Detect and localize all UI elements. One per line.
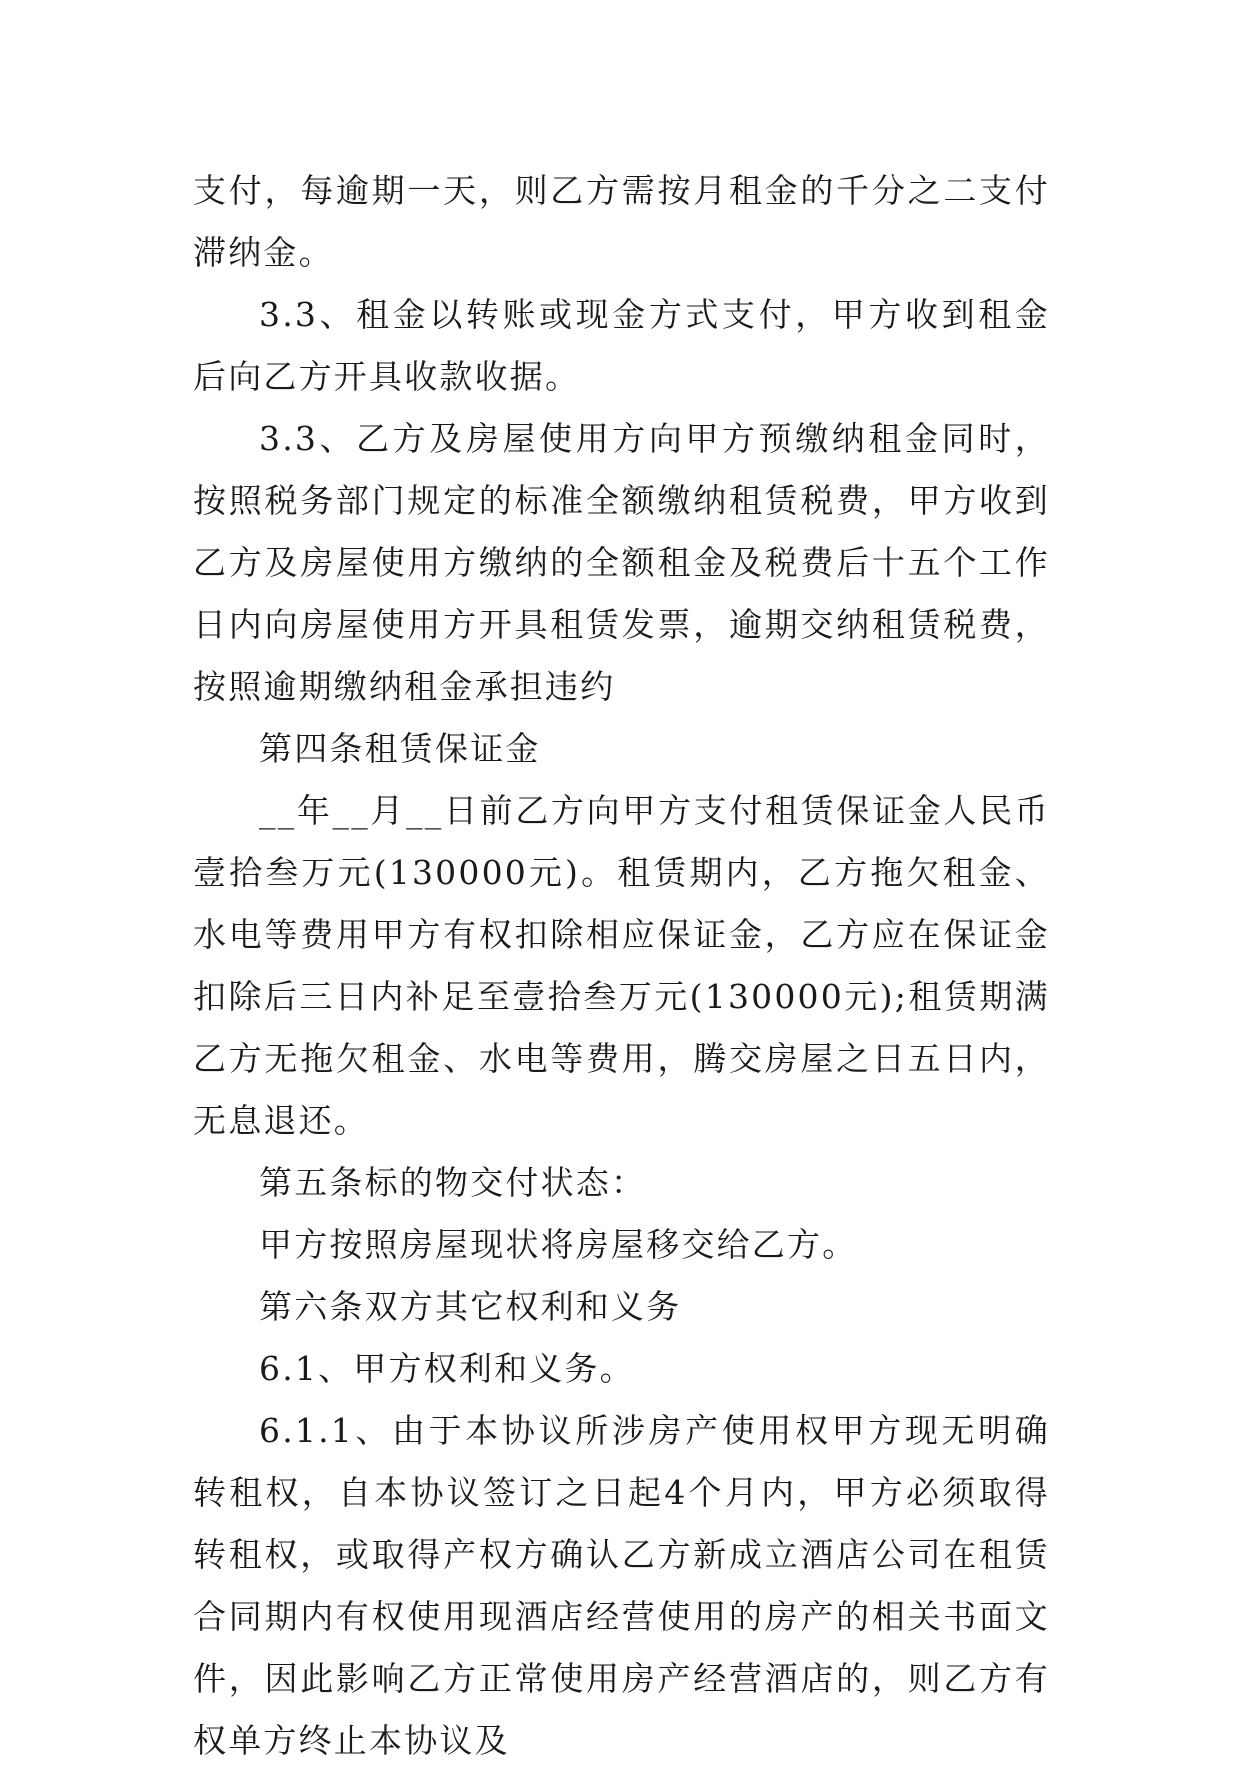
paragraph-3-3-payment-method: 3.3、租金以转账或现金方式支付，甲方收到租金后向乙方开具收款收据。 — [193, 295, 1050, 396]
paragraph-6-1: 6.1、甲方权利和义务。 — [259, 1349, 635, 1388]
paragraph-3-3-tax: 3.3、乙方及房屋使用方向甲方预缴纳租金同时，按照税务部门规定的标准全额缴纳租赁税费，甲方收到乙方及房屋使用方缴纳的全额租金及税费后十五个工作日内向房屋使用方开具租赁发票，逾期交纳租赁税费，按照逾期缴纳租金承担违约 — [193, 419, 1050, 706]
paragraph-deposit: __年__月__日前乙方向甲方支付租赁保证金人民币壹拾叁万元(130000元)。租赁期内，乙方拖欠租金、水电等费用甲方有权扣除相应保证金，乙方应在保证金扣除后三日内补足至壹拾叁万元(130000元);租赁期满乙方无拖欠租金、水电等费用，腾交房屋之日五日内，无息退还。 — [193, 791, 1050, 1140]
paragraph-6-1-1: 6.1.1、由于本协议所涉房产使用权甲方现无明确转租权，自本协议签订之日起4个月内，甲方必须取得转租权，或取得产权方确认乙方新成立酒店公司在租赁合同期内有权使用现酒店经营使用的房产的相关书面文件，因此影响乙方正常使用房产经营酒店的，则乙方有权单方终止本协议及 — [193, 1411, 1050, 1760]
paragraph-late-fee: 支付，每逾期一天，则乙方需按月租金的千分之二支付滞纳金。 — [193, 171, 1050, 272]
heading-article-6: 第六条双方其它权利和义务 — [259, 1287, 682, 1326]
document-body — [193, 160, 1050, 1772]
heading-article-5: 第五条标的物交付状态： — [259, 1163, 647, 1202]
paragraph-handover: 甲方按照房屋现状将房屋移交给乙方。 — [259, 1225, 858, 1264]
heading-article-4: 第四条租赁保证金 — [259, 729, 541, 768]
